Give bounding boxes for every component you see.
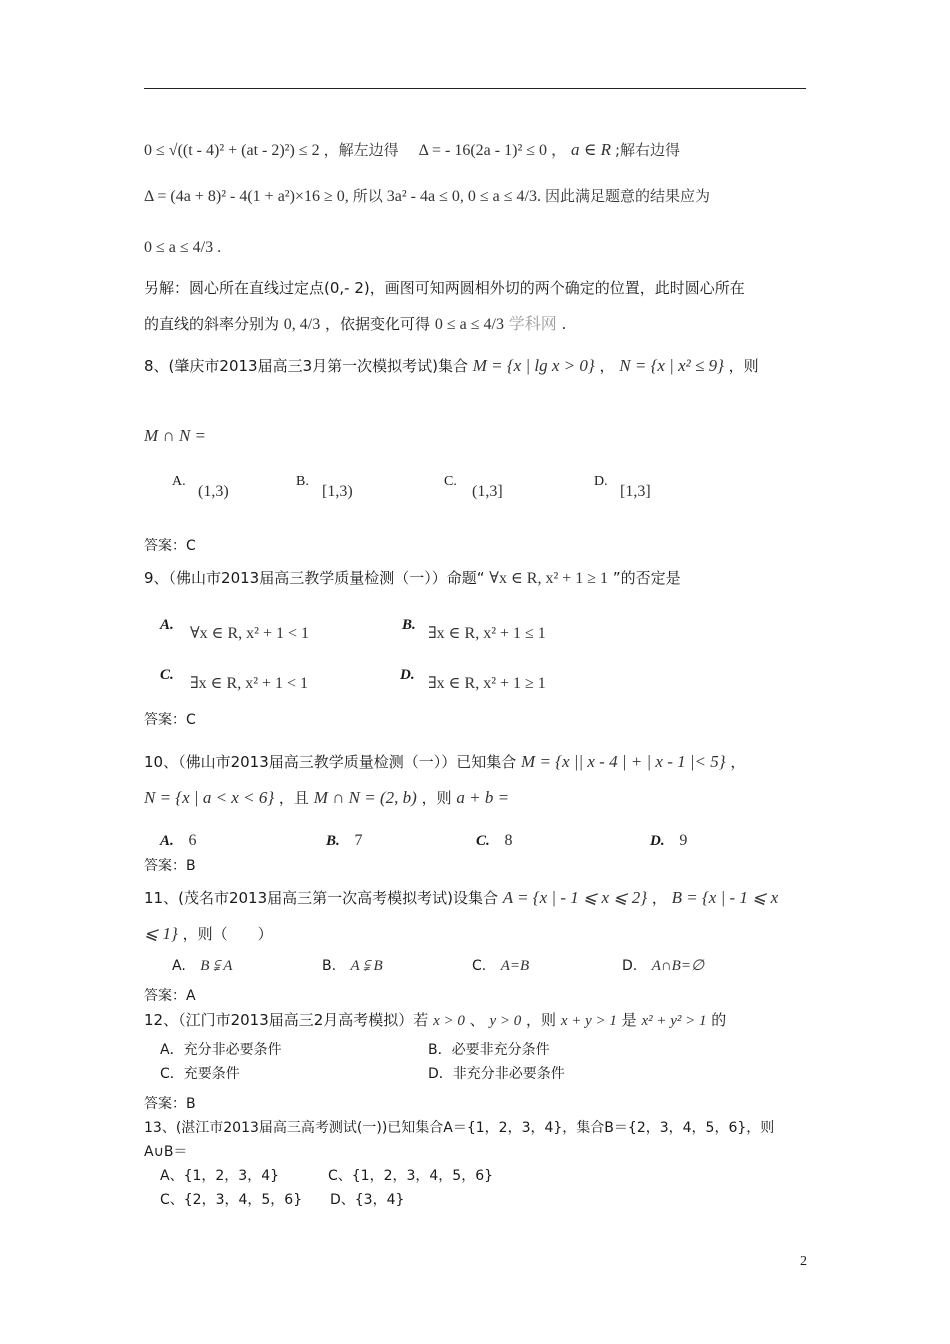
option-label: C.: [476, 833, 490, 849]
question-text: 9、（佛山市2013届高三教学质量检测（一））命题“: [144, 569, 485, 587]
cont-line-2: [144, 186, 710, 207]
option-value: A∩B=∅: [651, 958, 705, 974]
q12-answer: 答案：B: [144, 1096, 196, 1112]
option-label: A.: [172, 958, 186, 974]
option-label: A.: [160, 833, 174, 849]
math-set: B = {x | - 1 ⩽ x: [671, 888, 779, 907]
question-11-stem-2: [144, 924, 273, 944]
q10-option-a: [160, 830, 197, 851]
math-proposition: ∀x ∈ R, x² + 1 ≥ 1: [489, 570, 609, 587]
text-fragment: ”的否定是: [612, 569, 681, 587]
q12-option-d: D．非充分非必要条件: [428, 1066, 565, 1082]
q8-option-d: [594, 470, 608, 492]
question-13-stem-2: A∪B＝: [144, 1144, 188, 1160]
q9-option-b-value: ∃x ∈ R, x² + 1 ≤ 1: [428, 625, 546, 642]
question-12-stem: [144, 1010, 726, 1031]
option-value: 7: [354, 832, 363, 849]
text-fragment: ，: [599, 357, 615, 375]
text-fragment: ，: [551, 142, 568, 159]
math-set: M = {x || x - 4 | + | x - 1 |< 5}: [521, 752, 726, 771]
math-condition: x + y > 1: [560, 1013, 617, 1029]
text-fragment: 的: [711, 1011, 727, 1029]
text-fragment: ，则（ ）: [182, 925, 273, 943]
question-text: 11、(茂名市2013届高三第一次高考模拟考试)设集合: [144, 889, 498, 907]
q9-option-c-value: ∃x ∈ R, x² + 1 < 1: [190, 675, 309, 692]
text-fragment: ;解右边得: [615, 141, 681, 159]
text-fragment: ，则: [421, 789, 452, 807]
q8-option-a: [172, 470, 186, 492]
option-value: 9: [679, 832, 688, 849]
option-label: C.: [472, 958, 487, 974]
q12-option-a: A．充分非必要条件: [160, 1042, 282, 1058]
math-expression: a + b =: [456, 788, 510, 807]
option-label: B.: [296, 474, 309, 489]
q8-option-b: [296, 470, 309, 492]
math-slopes: 0, 4/3: [283, 316, 321, 333]
math-set: ⩽ 1}: [144, 924, 178, 943]
math-set: a ∈ R: [571, 140, 611, 159]
q11-option-a: [172, 956, 232, 976]
text-fragment: 的直线的斜率分别为: [144, 315, 280, 333]
option-label: D.: [650, 833, 665, 849]
question-10-stem-2: [144, 788, 509, 808]
option-label: A.: [172, 474, 186, 489]
option-label: B.: [322, 958, 337, 974]
q13-option-a: A、{1，2，3，4}: [160, 1168, 280, 1184]
q10-option-c: [476, 830, 513, 851]
text-fragment: .: [561, 315, 567, 333]
q10-option-d: [650, 830, 687, 851]
q11-option-b: [322, 956, 383, 976]
q9-option-c: [160, 664, 174, 685]
option-label: B.: [326, 833, 340, 849]
math-inequality: 0 ≤ √((t - 4)² + (at - 2)²) ≤ 2: [144, 142, 320, 159]
option-label: C.: [160, 667, 174, 683]
question-13-stem: 13、(湛江市2013届高三高考测试(一))已知集合A＝{1，2，3，4}，集合B＝{2，3，4，5，6}，则: [144, 1120, 775, 1136]
cont-line-1: [144, 140, 680, 161]
text-fragment: 、: [469, 1011, 485, 1029]
alt-solution-line: 另解：圆心所在直线过定点(0,- 2)，画图可知两圆相外切的两个确定的位置，此时圆心所在: [144, 279, 745, 297]
option-label: D.: [594, 474, 608, 489]
option-value: A=B: [500, 958, 530, 974]
q9-option-a-value: ∀x ∈ R, x² + 1 < 1: [190, 625, 310, 642]
q8-option-b-value: [1,3): [322, 483, 353, 500]
math-inequality: 0 ≤ a ≤ 4/3: [434, 316, 504, 333]
question-text: 12、（江门市2013届高三2月高考模拟）若: [144, 1011, 429, 1029]
q8-option-a-value: (1,3): [198, 483, 229, 500]
option-label: D.: [400, 667, 415, 683]
q12-option-b: B．必要非充分条件: [428, 1042, 550, 1058]
question-8-stem: [144, 356, 759, 376]
question-8-expr: M ∩ N =: [144, 426, 206, 445]
text-fragment: 因此满足题意的结果应为: [544, 187, 710, 205]
watermark-text: 学科网: [508, 314, 557, 333]
question-text: 10、（佛山市2013届高三教学质量检测（一））已知集合: [144, 753, 517, 771]
q10-answer: 答案：B: [144, 858, 196, 874]
question-11-stem: [144, 888, 778, 908]
math-intersection: M ∩ N = (2, b): [313, 788, 417, 807]
question-9-stem: [144, 568, 681, 589]
q8-option-c-value: (1,3]: [472, 483, 503, 500]
text-fragment: ，则: [728, 357, 759, 375]
question-10-stem: [144, 752, 745, 772]
q13-option-d: D、{3，4}: [330, 1192, 405, 1208]
text-fragment: ，且: [278, 789, 309, 807]
math-inequality: 3a² - 4a ≤ 0, 0 ≤ a ≤ 4/3.: [386, 188, 541, 205]
option-label: D.: [622, 958, 638, 974]
page-number: 2: [800, 1254, 807, 1269]
math-set: A = {x | - 1 ⩽ x ⩽ 2}: [502, 888, 648, 907]
q11-option-c: [472, 956, 529, 976]
q9-answer: 答案：C: [144, 712, 196, 728]
math-set: N = {x | x² ≤ 9}: [619, 356, 724, 375]
math-discriminant: Δ = (4a + 8)² - 4(1 + a²)×16 ≥ 0,: [144, 188, 349, 205]
text-fragment: 所以: [352, 187, 383, 205]
q8-answer: 答案：C: [144, 538, 196, 554]
text-fragment: ，: [651, 889, 667, 907]
option-value: 8: [504, 832, 513, 849]
q13-option-c-1: C、{1，2，3，4，5，6}: [328, 1168, 494, 1184]
option-value: 6: [188, 832, 197, 849]
q9-option-b: [402, 614, 416, 635]
q11-option-d: [622, 956, 704, 976]
math-set: N = {x | a < x < 6}: [144, 788, 275, 807]
text-fragment: ，依据变化可得: [325, 315, 431, 333]
text-fragment: ，则: [526, 1011, 557, 1029]
question-text: 8、(肇庆市2013届高三3月第一次模拟考试)集合: [144, 357, 468, 375]
math-condition: y > 0: [489, 1013, 522, 1029]
q12-option-c: C．充要条件: [160, 1066, 240, 1082]
option-value: B ⫋ A: [200, 958, 233, 974]
q8-option-d-value: [1,3]: [620, 483, 651, 500]
option-label: C.: [444, 474, 457, 489]
alt-solution-line-2: [144, 314, 566, 335]
q9-option-d-value: ∃x ∈ R, x² + 1 ≥ 1: [428, 675, 546, 692]
text-fragment: ，解左边得: [323, 141, 399, 159]
text-fragment: ，: [730, 753, 746, 771]
q11-answer: 答案：A: [144, 988, 196, 1004]
option-value: A ⫋ B: [350, 958, 383, 974]
math-condition: x > 0: [433, 1013, 465, 1029]
math-set: M = {x | lg x > 0}: [472, 356, 595, 375]
q13-option-c-2: C、{2，3，4，5，6}: [160, 1192, 303, 1208]
option-label: A.: [160, 617, 174, 633]
q9-option-a: [160, 614, 174, 635]
q9-option-d: [400, 664, 415, 685]
q10-option-b: [326, 830, 363, 851]
text-fragment: 是: [621, 1011, 637, 1029]
cont-line-3: 0 ≤ a ≤ 4/3 .: [144, 239, 222, 256]
q8-option-c: [444, 470, 457, 492]
option-label: B.: [402, 617, 416, 633]
math-condition: x² + y² > 1: [641, 1013, 707, 1029]
math-discriminant: Δ = - 16(2a - 1)² ≤ 0: [418, 142, 548, 159]
header-rule: [144, 88, 806, 89]
